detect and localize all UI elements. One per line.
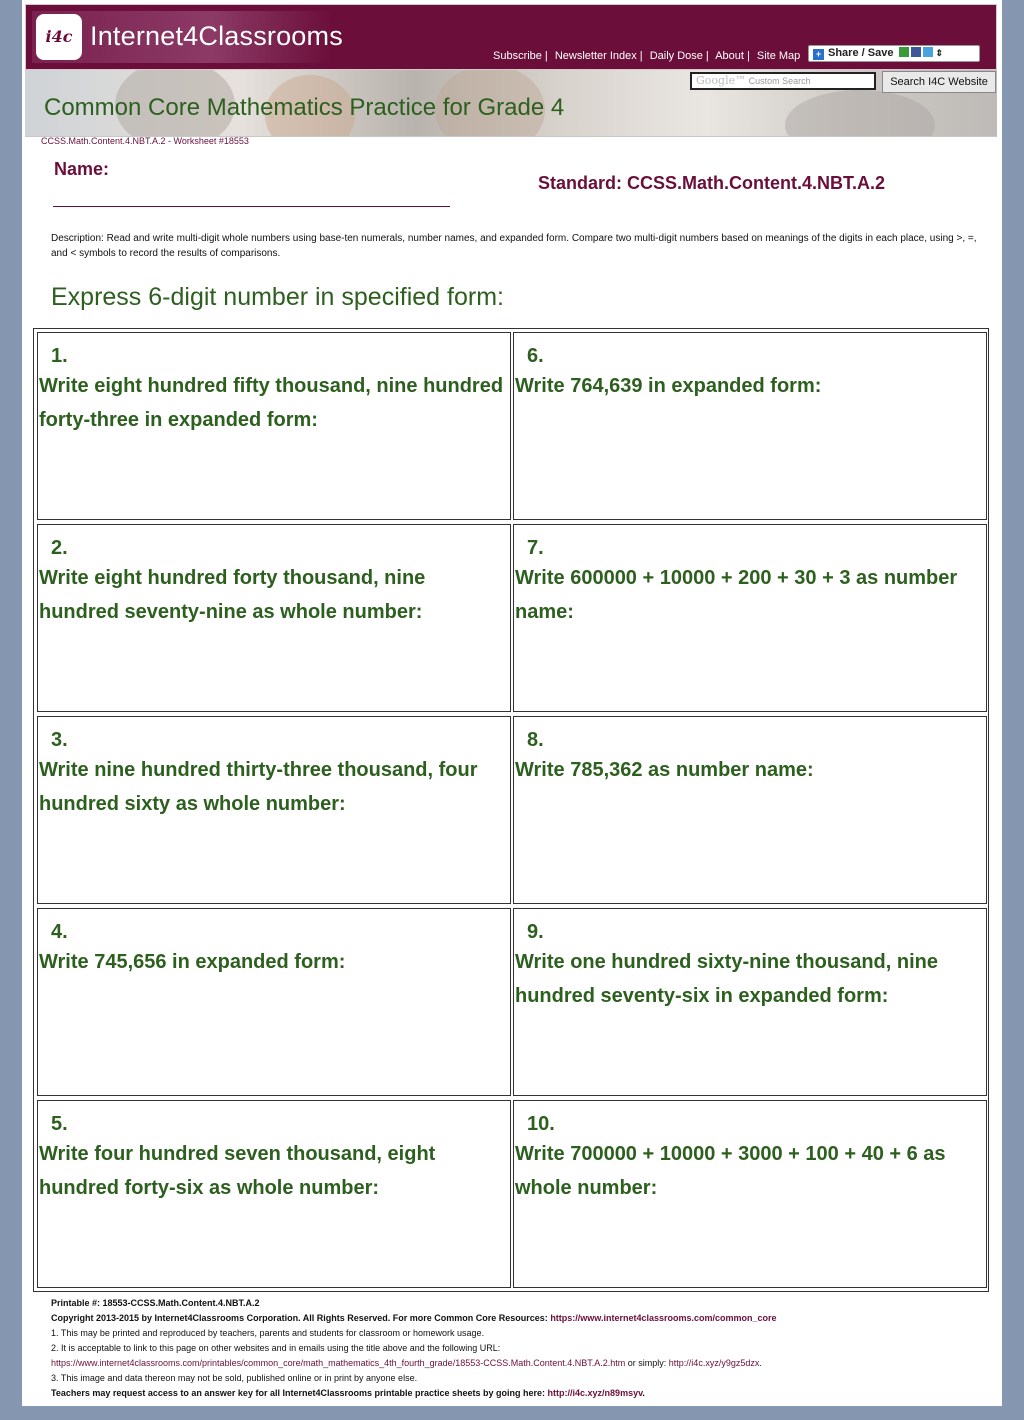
question-cell [513, 1100, 987, 1288]
logo-text: Internet4Classrooms [90, 21, 343, 51]
nav-link-about[interactable]: About [715, 50, 744, 62]
share-email-icon [899, 47, 909, 57]
question-number: 9. [527, 921, 544, 943]
question-number: 10. [527, 1113, 555, 1135]
question-cell [37, 332, 511, 520]
question-cell [513, 524, 987, 712]
worksheet-page [22, 0, 1002, 1406]
question-text: Write 600000 + 10000 + 200 + 30 + 3 as number name: [515, 567, 958, 623]
site-header [25, 4, 997, 70]
page-title: Common Core Mathematics Practice for Grade 4 [44, 94, 565, 121]
footer [51, 1296, 991, 1401]
question-grid [33, 328, 989, 1292]
answer-key-line: Teachers may request access to an answer key for all Internet4Classrooms printable practice sheets by going here: http://i4c.xyz/n89msyv. [51, 1388, 645, 1398]
question-cell [513, 908, 987, 1096]
facebook-icon [911, 47, 921, 57]
nav-link-site-map[interactable]: Site Map [756, 50, 801, 62]
question-number: 8. [527, 729, 544, 751]
answer-key-text: Teachers may request access to an answer key for all Internet4Classrooms printable practice sheets by going here: [51, 1388, 546, 1398]
question-cell [37, 524, 511, 712]
question-number: 4. [51, 921, 68, 943]
name-label: Name: [54, 159, 110, 179]
share-save-button[interactable] [808, 45, 980, 62]
twitter-icon [923, 47, 933, 57]
question-number: 7. [527, 537, 544, 559]
question-cell [37, 1100, 511, 1288]
top-nav: Subscribe | Newsletter Index | Daily Dose | About | Site Map [493, 50, 801, 62]
search-button[interactable]: Search I4C Website [882, 71, 996, 93]
name-answer-line [53, 206, 450, 207]
question-text: Write 700000 + 10000 + 3000 + 100 + 40 + 6 as whole number: [515, 1143, 946, 1199]
question-text: Write eight hundred forty thousand, nine hundred seventy-nine as whole number: [39, 567, 426, 623]
short-url-link[interactable]: http://i4c.xyz/y9gz5dzx [668, 1358, 760, 1368]
question-number: 1. [51, 345, 68, 367]
chevron-updown-icon: ⇕ [935, 48, 944, 58]
question-number: 3. [51, 729, 68, 751]
question-number: 2. [51, 537, 68, 559]
copyright-text: Copyright 2013-2015 by Internet4Classrooms Corporation. All Rights Reserved. For more Common Core Resources: [51, 1313, 548, 1323]
worksheet-instruction: Express 6-digit number in specified form: [51, 283, 504, 311]
question-text: Write four hundred seven thousand, eight hundred forty-six as whole number: [39, 1143, 436, 1199]
nav-link-subscribe[interactable]: Subscribe [493, 50, 542, 62]
google-brand: Google™ [696, 74, 747, 87]
search-placeholder: Custom Search [748, 76, 811, 86]
question-text: Write 745,656 in expanded form: [39, 951, 346, 973]
nav-link-newsletter-index[interactable]: Newsletter Index [554, 50, 637, 62]
logo-icon: i4c [36, 14, 82, 60]
answer-key-link[interactable]: http://i4c.xyz/n89msyv [547, 1388, 643, 1398]
footer-note-3: 3. This image and data thereon may not be sold, published online or in print by anyone else. [51, 1373, 418, 1383]
question-text: Write 764,639 in expanded form: [515, 375, 822, 397]
footer-note-1: 1. This may be printed and reproduced by teachers, parents and students for classroom or homework usage. [51, 1328, 485, 1338]
question-text: Write one hundred sixty-nine thousand, nine hundred seventy-six in expanded form: [515, 951, 938, 1007]
or-simply-text: or simply: [625, 1358, 669, 1368]
header-banner [25, 70, 997, 137]
breadcrumb: CCSS.Math.Content.4.NBT.A.2 - Worksheet #18553 [41, 136, 249, 146]
footer-note-2: 2. It is acceptable to link to this page on other websites and in emails using the title above and the following URL: [51, 1343, 501, 1353]
footer-url-line: https://www.internet4classrooms.com/printables/common_core/math_mathematics_4th_fourth_grade/18553-CCSS.Math.Content.4.NBT.A.2.htm or simply: http://i4c.xyz/y9gz5dzx. [51, 1358, 762, 1368]
question-cell [37, 716, 511, 904]
copyright-line [51, 1311, 991, 1326]
question-cell [37, 908, 511, 1096]
question-number: 5. [51, 1113, 68, 1135]
standard-label: Standard: CCSS.Math.Content.4.NBT.A.2 [538, 173, 886, 193]
share-plus-icon: + [813, 49, 824, 60]
search-input[interactable] [690, 72, 876, 90]
question-text: Write nine hundred thirty-three thousand, four hundred sixty as whole number: [39, 759, 478, 815]
common-core-link[interactable]: https://www.internet4classrooms.com/common_core [550, 1313, 777, 1323]
question-number: 6. [527, 345, 544, 367]
question-cell [513, 332, 987, 520]
description: Description: Read and write multi-digit whole numbers using base-ten numerals, number names, and expanded form. Compare two multi-digit numbers based on meanings of the digits in each place, using >, =, and < symbols to record the results of comparisons. [51, 233, 977, 259]
printable-id: Printable #: 18553-CCSS.Math.Content.4.NBT.A.2 [51, 1298, 260, 1308]
question-text: Write eight hundred fifty thousand, nine hundred forty-three in expanded form: [39, 375, 504, 431]
nav-link-daily-dose[interactable]: Daily Dose [649, 50, 703, 62]
banner-photo-shape [785, 90, 935, 137]
question-cell [513, 716, 987, 904]
question-text: Write 785,362 as number name: [515, 759, 814, 781]
share-label: Share / Save [828, 47, 894, 59]
site-logo[interactable] [32, 11, 343, 63]
worksheet-url-link[interactable]: https://www.internet4classrooms.com/printables/common_core/math_mathematics_4th_fourth_grade/18553-CCSS.Math.Content.4.NBT.A.2.htm [51, 1358, 626, 1368]
